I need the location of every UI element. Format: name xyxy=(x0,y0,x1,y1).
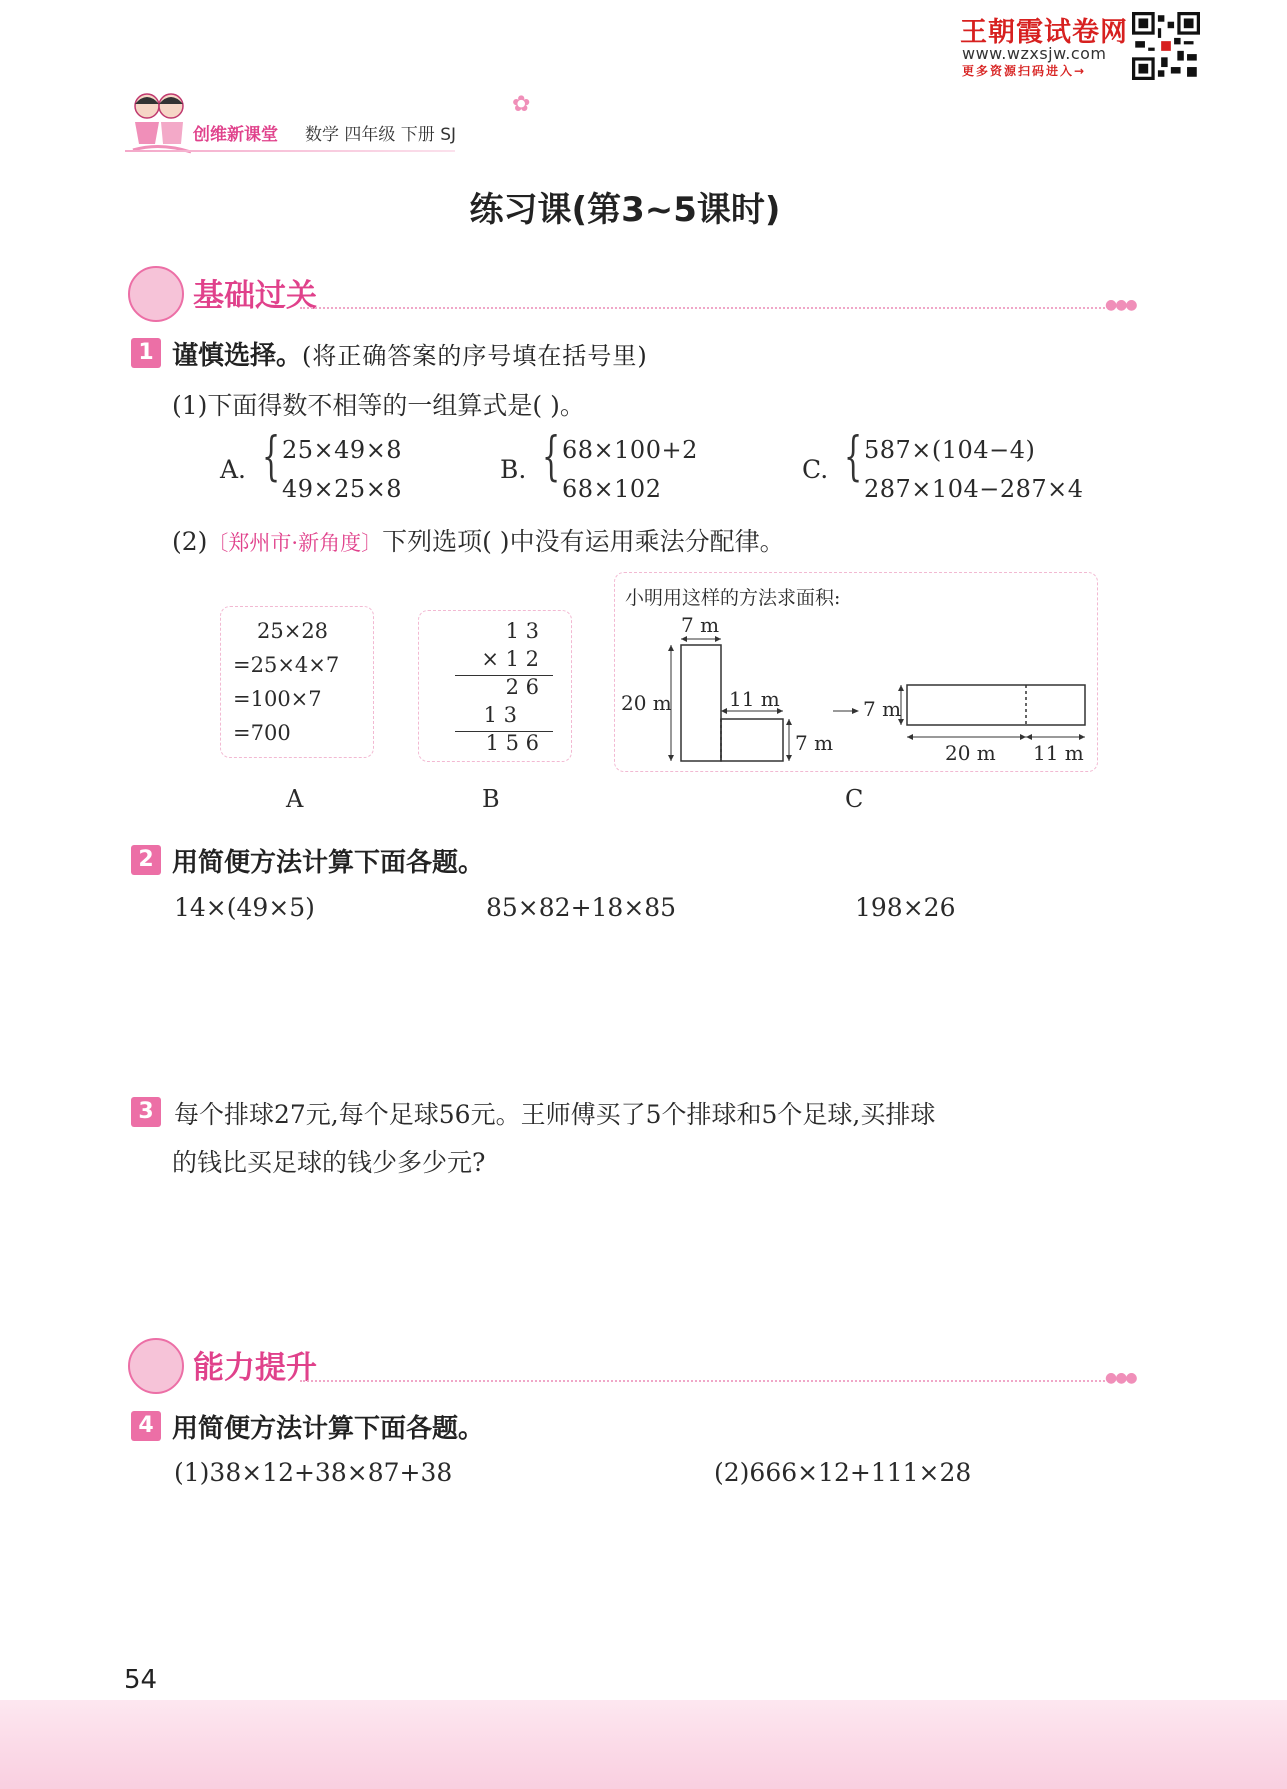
option-a-line1: 25×49×8 xyxy=(282,436,403,464)
option-b-label: B xyxy=(482,785,500,813)
option-c-line2: 287×104−287×4 xyxy=(864,475,1084,503)
question-number: 2 xyxy=(131,845,161,875)
question-note: (将正确答案的序号填在括号里) xyxy=(302,342,648,370)
question-number: 4 xyxy=(131,1411,161,1441)
option-label: B. xyxy=(500,455,527,484)
section-divider xyxy=(300,307,1105,309)
area-diagram xyxy=(615,573,1097,771)
section-mascot-icon xyxy=(128,266,184,322)
dim-label: 20 m xyxy=(621,691,672,715)
page-number: 54 xyxy=(124,1665,158,1695)
dim-label: 11 m xyxy=(1033,741,1084,765)
dim-label: 20 m xyxy=(945,741,996,765)
brand-title: 王朝霞试卷网 xyxy=(960,17,1128,48)
dots-icon: ●●● xyxy=(1105,297,1136,313)
section-title-basic: 基础过关 xyxy=(193,278,317,314)
option-c-box xyxy=(614,572,1098,772)
question-number: 1 xyxy=(131,338,161,368)
section-mascot-icon xyxy=(128,1338,184,1394)
header-divider xyxy=(125,150,455,152)
page-title: 练习课(第3~5课时) xyxy=(469,190,781,230)
brace-icon: { xyxy=(844,427,863,487)
word-problem-line: 每个排球27元,每个足球56元。王师傅买了5个排球和5个足球,买排球 xyxy=(174,1100,936,1129)
vertical-calc-row: × 1 2 xyxy=(481,647,539,671)
dim-label: 7 m xyxy=(795,731,834,755)
subquestion-2-prefix: (2) xyxy=(172,527,208,556)
brand-tagline: 更多资源扫码进入→ xyxy=(962,64,1087,78)
calc-line: =25×4×7 xyxy=(233,653,340,677)
option-a-label: A xyxy=(286,785,304,813)
option-a-line2: 49×25×8 xyxy=(282,475,403,503)
kids-mascot-icon xyxy=(125,88,195,156)
subquestion-2 xyxy=(172,522,785,558)
word-problem-line: 的钱比买足球的钱少多少元? xyxy=(172,1148,486,1177)
calc-problem: 14×(49×5) xyxy=(174,893,315,922)
vertical-calc-row: 1 3 xyxy=(505,619,539,643)
source-tag: 〔郑州市·新角度〕 xyxy=(207,531,383,555)
option-b-line1: 68×100+2 xyxy=(562,436,698,464)
flower-icon: ✿ xyxy=(512,92,531,117)
dots-icon: ●●● xyxy=(1105,1370,1136,1386)
footer-band xyxy=(0,1700,1287,1789)
vertical-calc-row: 1 5 6 xyxy=(485,731,539,755)
dim-label: 7 m xyxy=(863,697,902,721)
calc-line: =100×7 xyxy=(233,687,322,711)
dim-label: 7 m xyxy=(681,613,720,637)
vertical-calc-row: 2 6 xyxy=(505,675,539,699)
qr-code-icon[interactable] xyxy=(1132,12,1200,80)
figure-caption: 小明用这样的方法求面积: xyxy=(625,587,841,609)
option-a-box xyxy=(220,606,374,758)
subquestion-2-text: 下列选项( )中没有运用乘法分配律。 xyxy=(382,527,785,556)
question-title-text: 谨慎选择。 xyxy=(172,341,303,371)
series-meta: 数学 四年级 下册 SJ xyxy=(305,125,457,145)
section-title-advanced: 能力提升 xyxy=(193,1350,317,1386)
dim-label: 11 m xyxy=(729,687,780,711)
option-label: A. xyxy=(220,455,247,484)
brand-url: www.wzxsjw.com xyxy=(962,44,1107,63)
subquestion-1: (1)下面得数不相等的一组算式是( )。 xyxy=(172,391,585,420)
option-c-line1: 587×(104−4) xyxy=(864,436,1036,464)
calc-problem: (2)666×12+111×28 xyxy=(714,1458,972,1487)
section-divider xyxy=(300,1380,1105,1382)
calc-line: 25×28 xyxy=(257,619,329,643)
calc-problem: (1)38×12+38×87+38 xyxy=(174,1458,453,1487)
option-c-label: C xyxy=(845,785,864,813)
brace-icon: { xyxy=(542,427,561,487)
option-b-box xyxy=(418,610,572,762)
question-title: 用简便方法计算下面各题。 xyxy=(172,848,485,878)
question-title xyxy=(172,335,648,372)
series-name: 创维新课堂 xyxy=(193,125,278,145)
calc-problem: 85×82+18×85 xyxy=(486,893,677,922)
option-b-line2: 68×102 xyxy=(562,475,662,503)
question-title: 用简便方法计算下面各题。 xyxy=(172,1414,485,1444)
option-label: C. xyxy=(802,455,829,484)
brace-icon: { xyxy=(262,427,281,487)
calc-line: =700 xyxy=(233,721,291,745)
question-number: 3 xyxy=(131,1097,161,1127)
vertical-calc-row: 1 3 xyxy=(483,703,517,727)
calc-problem: 198×26 xyxy=(855,893,956,922)
